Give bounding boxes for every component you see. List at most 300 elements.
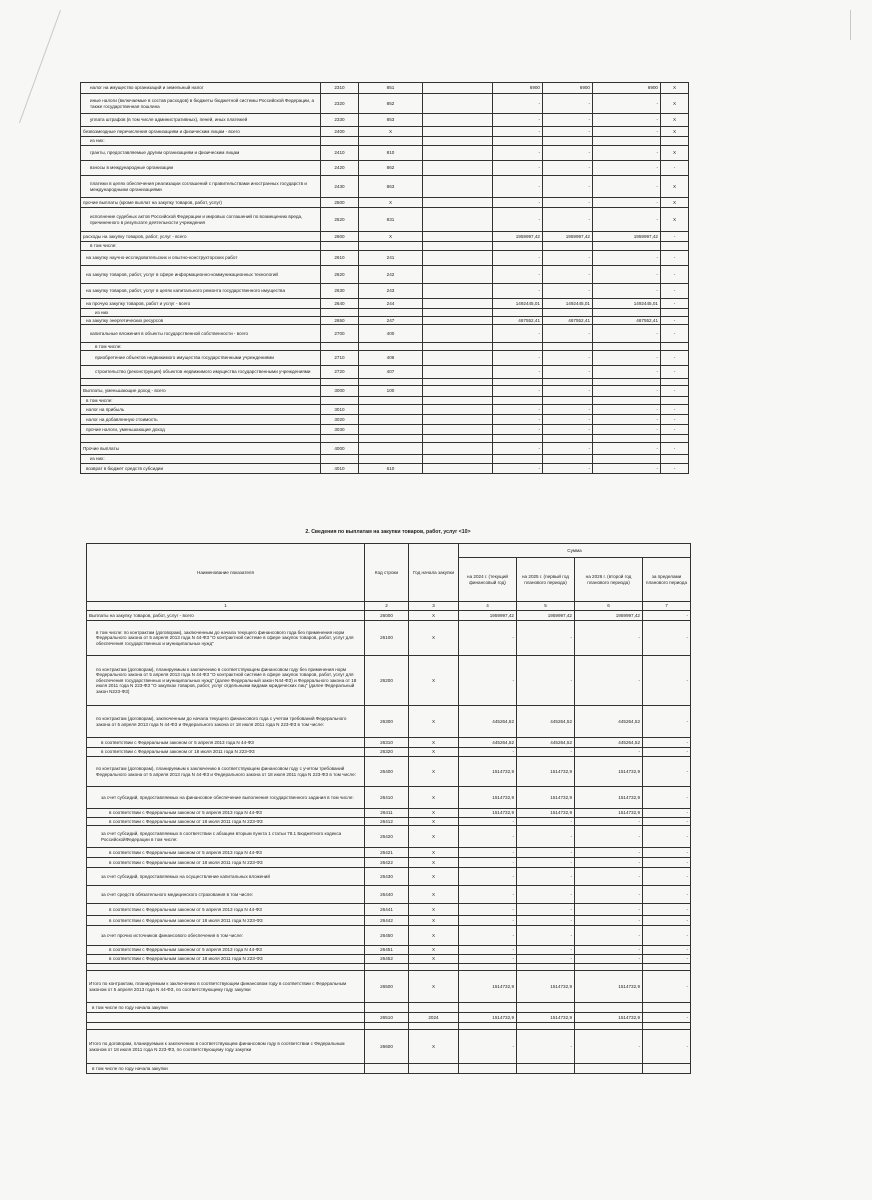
row-value-beyond: -: [661, 366, 689, 379]
row-value-current: [459, 1023, 517, 1030]
table-row: [87, 955, 691, 964]
row-value-plan2: -: [593, 366, 661, 379]
row-value-plan1: 1514732,9: [517, 1013, 575, 1023]
table-row: [87, 787, 691, 809]
row-kbk: X: [359, 198, 423, 208]
row-value-current: [493, 397, 543, 405]
row-value-plan1: [543, 379, 593, 386]
row-year: [423, 443, 493, 455]
row-value-plan2: -: [575, 621, 643, 656]
row-value-plan1: -: [543, 405, 593, 415]
row-value-beyond: -: [661, 284, 689, 299]
row-year: [423, 251, 493, 266]
row-value-plan1: -: [543, 351, 593, 366]
row-value-current: -: [493, 415, 543, 425]
table-row: [81, 464, 689, 474]
row-code: 26452: [365, 955, 409, 964]
row-label: Прочие выплаты: [81, 443, 321, 455]
row-value-current: -: [459, 818, 517, 826]
row-label: прочие выплаты (кроме выплат на закупку товаров, работ, услуг): [81, 198, 321, 208]
row-value-beyond: [661, 137, 689, 146]
row-value-beyond: -: [661, 386, 689, 397]
row-value-plan1: -: [543, 443, 593, 455]
row-value-plan1: -: [543, 161, 593, 176]
payments-table-continued: [80, 82, 689, 474]
row-label: Выплаты, уменьшающие доход - всего: [81, 386, 321, 397]
row-label: в том числе:: [81, 343, 321, 351]
row-value-plan1: -: [543, 198, 593, 208]
row-year: [423, 198, 493, 208]
table-row: [81, 405, 689, 415]
row-label: за счет средств обязательного медицинского страхования в том числе:: [87, 886, 365, 904]
table-row: [81, 114, 689, 127]
table-row: [81, 232, 689, 242]
table-row: [87, 904, 691, 916]
row-code: [365, 1003, 409, 1013]
row-label: капитальные вложения в объекты государственной собственности - всего: [81, 325, 321, 343]
row-value-plan2: 1514732,9: [575, 1013, 643, 1023]
row-year: [423, 299, 493, 309]
table-row: [87, 656, 691, 706]
row-value-current: [493, 455, 543, 464]
row-value-plan2: -: [575, 904, 643, 916]
row-label: по контрактам (договорам), заключенным до начала текущего финансового года с учетом требований Федерального закона от 5 апреля 2013 года N 44-ФЗ и Федерального закона от 18 июля 2011 года N 223-ФЗ в том числе:: [87, 706, 365, 738]
row-value-plan1: [543, 343, 593, 351]
table-row: [87, 1003, 691, 1013]
row-code: 3020: [321, 415, 359, 425]
row-value-current: [493, 242, 543, 251]
row-code: 4000: [321, 443, 359, 455]
row-year: X: [409, 757, 459, 787]
row-value-plan2: [593, 435, 661, 443]
row-value-plan2: -: [593, 198, 661, 208]
row-label: на закупку товаров, работ, услуг в целях капитального ремонта государственного имущества: [81, 284, 321, 299]
row-value-plan2: 6900: [593, 83, 661, 94]
row-value-plan2: 1959997,42: [575, 611, 643, 621]
row-value-plan1: [517, 1064, 575, 1074]
row-label: налог на прибыль: [81, 405, 321, 415]
row-value-beyond: X: [661, 146, 689, 161]
table-row: [81, 83, 689, 94]
row-kbk: 407: [359, 366, 423, 379]
row-value-plan1: [543, 137, 593, 146]
row-kbk: [359, 137, 423, 146]
row-label: на закупку энергетических ресурсов: [81, 317, 321, 325]
row-value-current: -: [493, 94, 543, 114]
colnum: 7: [643, 602, 691, 611]
table-row: [87, 1030, 691, 1064]
row-year: X: [409, 858, 459, 868]
row-label: в соответствии с Федеральным законом от 5 апреля 2013 года N 44-ФЗ: [87, 738, 365, 748]
row-label: Итого по контрактам, планируемым к заключению в соответствующем финансовом году в соответствии с Федеральным законом от 5 апреля 2013 года N 44-ФЗ, по соответствующему году закупки: [87, 971, 365, 1003]
row-value-beyond: -: [643, 656, 691, 706]
row-label: налог на имущество организаций и земельный налог: [81, 83, 321, 94]
row-value-plan1: [517, 1003, 575, 1013]
row-year: [423, 309, 493, 317]
row-value-current: -: [493, 114, 543, 127]
row-value-beyond: [661, 343, 689, 351]
row-year: [423, 397, 493, 405]
row-value-plan2: -: [593, 284, 661, 299]
table-row: [81, 161, 689, 176]
row-label: возврат в бюджет средств субсидии: [81, 464, 321, 474]
row-kbk: 863: [359, 176, 423, 198]
table-row: [87, 826, 691, 848]
row-value-plan1: 1492445,01: [543, 299, 593, 309]
row-value-plan1: -: [517, 1030, 575, 1064]
table-row: [87, 706, 691, 738]
row-value-beyond: [661, 455, 689, 464]
row-value-beyond: -: [661, 405, 689, 415]
row-value-current: 1514732,9: [459, 971, 517, 1003]
row-value-plan1: -: [543, 386, 593, 397]
row-value-beyond: [661, 435, 689, 443]
row-value-plan2: -: [575, 826, 643, 848]
row-kbk: [359, 455, 423, 464]
row-year: X: [409, 809, 459, 818]
row-value-plan2: -: [593, 443, 661, 455]
row-value-current: [459, 1064, 517, 1074]
row-label: [81, 435, 321, 443]
row-value-current: -: [493, 443, 543, 455]
row-value-current: -: [493, 198, 543, 208]
row-label: на прочую закупку товаров, работ и услуг - всего: [81, 299, 321, 309]
colnum: 6: [575, 602, 643, 611]
row-value-beyond: -: [643, 848, 691, 858]
row-year: [423, 94, 493, 114]
row-label: строительство (реконструкция) объектов недвижимого имущества государственными учреждениями: [81, 366, 321, 379]
row-value-plan2: -: [575, 748, 643, 757]
table-row: [81, 386, 689, 397]
row-year: [423, 405, 493, 415]
row-year: [409, 1003, 459, 1013]
row-year: X: [409, 955, 459, 964]
row-code: 26000: [365, 611, 409, 621]
row-year: X: [409, 656, 459, 706]
row-year: X: [409, 926, 459, 946]
row-value-plan2: -: [593, 351, 661, 366]
table-row: [87, 1064, 691, 1074]
table-row: [81, 299, 689, 309]
row-label: в соответствии с Федеральным законом от 18 июля 2011 года N 223-ФЗ: [87, 955, 365, 964]
row-code: 2520: [321, 208, 359, 232]
row-value-plan2: -: [593, 114, 661, 127]
row-value-plan2: 445264,52: [575, 738, 643, 748]
row-value-current: -: [493, 266, 543, 284]
table-row: [81, 397, 689, 405]
row-value-current: -: [493, 351, 543, 366]
row-kbk: 862: [359, 161, 423, 176]
row-value-plan1: [543, 309, 593, 317]
row-label: в том числе: по контрактам (договорам), заключенным до начала текущего финансового года без применения норм Федерального закона от 5 апреля 2013 года N 44-ФЗ "О контрактной системе в сфере закупок товаров, работ, услуг для обеспечения государственных и муниципальных нужд": [87, 621, 365, 656]
row-year: [423, 266, 493, 284]
table-row: [87, 971, 691, 1003]
row-label: Итого по договорам, планируемым к заключению в соответствующем финансовом году в соответствии с Федеральным законом от 18 июля 2011 года N 223-ФЗ, по соответствующему году закупки: [87, 1030, 365, 1064]
row-code: 26450: [365, 926, 409, 946]
table-row: [87, 916, 691, 926]
row-label: [87, 964, 365, 971]
header-col4: на 2024 г. (текущий финансовый год): [459, 558, 517, 602]
row-label: Выплаты на закупку товаров, работ, услуг - всего: [87, 611, 365, 621]
row-year: X: [409, 748, 459, 757]
row-code: 26412: [365, 818, 409, 826]
row-value-beyond: -: [643, 757, 691, 787]
table-row: [87, 748, 691, 757]
table-row: [81, 242, 689, 251]
row-value-current: -: [493, 251, 543, 266]
row-value-plan1: 6900: [543, 83, 593, 94]
row-year: X: [409, 886, 459, 904]
table-row: [81, 198, 689, 208]
table-row: [81, 94, 689, 114]
row-year: [409, 1064, 459, 1074]
table-row: [87, 1013, 691, 1023]
row-label: уплата штрафов (в том числе административных), пеней, иных платежей: [81, 114, 321, 127]
row-year: X: [409, 848, 459, 858]
table-row: [87, 964, 691, 971]
row-year: [423, 386, 493, 397]
row-code: [321, 397, 359, 405]
row-year: [423, 161, 493, 176]
header-col5: на 2025 г. (первый год планового периода): [517, 558, 575, 602]
row-kbk: [359, 343, 423, 351]
row-year: 2024: [409, 1013, 459, 1023]
row-value-plan1: -: [543, 251, 593, 266]
row-year: X: [409, 787, 459, 809]
row-kbk: 831: [359, 208, 423, 232]
row-code: [321, 379, 359, 386]
row-year: X: [409, 826, 459, 848]
row-value-beyond: -: [643, 621, 691, 656]
table-row: [81, 435, 689, 443]
row-value-plan1: 1514732,9: [517, 757, 575, 787]
table-row: [81, 208, 689, 232]
header-sum: Сумма: [459, 544, 691, 558]
row-value-beyond: -: [643, 787, 691, 809]
row-code: 26422: [365, 858, 409, 868]
table-row: [81, 284, 689, 299]
row-label: в соответствии с Федеральным законом от 5 апреля 2013 года N 44-ФЗ: [87, 946, 365, 955]
row-value-plan1: 467552,41: [543, 317, 593, 325]
row-value-beyond: [643, 1023, 691, 1030]
row-kbk: X: [359, 127, 423, 137]
row-code: [321, 309, 359, 317]
row-kbk: [359, 242, 423, 251]
table-row: [81, 443, 689, 455]
row-year: X: [409, 706, 459, 738]
row-value-plan1: -: [517, 748, 575, 757]
row-value-current: -: [493, 176, 543, 198]
row-code: 2630: [321, 284, 359, 299]
row-year: X: [409, 904, 459, 916]
row-kbk: X: [359, 232, 423, 242]
row-kbk: [359, 415, 423, 425]
row-label: налог на добавленную стоимость: [81, 415, 321, 425]
row-value-current: -: [459, 926, 517, 946]
row-value-beyond: X: [661, 94, 689, 114]
row-value-beyond: X: [661, 176, 689, 198]
row-value-current: 467552,41: [493, 317, 543, 325]
row-value-plan2: [593, 309, 661, 317]
row-code: 2700: [321, 325, 359, 343]
row-label: по контрактам (договорам), планируемым к заключению в соответствующем финансовом году с учетом требований Федерального закона от 5 апреля 2013 года N 44-ФЗ и Федерального закона от 18 июля 2011 года N 223-ФЗ в том числе:: [87, 757, 365, 787]
row-value-beyond: -: [661, 317, 689, 325]
row-value-plan1: -: [543, 415, 593, 425]
row-year: [423, 242, 493, 251]
row-value-plan1: -: [517, 656, 575, 706]
colnum: 1: [87, 602, 365, 611]
row-code: 2500: [321, 198, 359, 208]
row-value-plan2: -: [593, 405, 661, 415]
row-kbk: 851: [359, 83, 423, 94]
row-label: иные налоги (включаемые в состав расходов) в бюджеты бюджетной системы Российской Федерации, а также государственная пошлина: [81, 94, 321, 114]
row-value-plan1: -: [543, 464, 593, 474]
row-value-current: -: [493, 325, 543, 343]
row-kbk: 244: [359, 299, 423, 309]
table-row: [81, 425, 689, 435]
row-code: 4010: [321, 464, 359, 474]
row-year: [423, 464, 493, 474]
row-code: 26600: [365, 1030, 409, 1064]
row-year: X: [409, 611, 459, 621]
row-value-plan2: [575, 1023, 643, 1030]
row-label: [87, 1013, 365, 1023]
row-value-beyond: -: [661, 415, 689, 425]
row-value-beyond: -: [643, 611, 691, 621]
row-value-plan1: 445264,52: [517, 706, 575, 738]
row-value-beyond: -: [661, 161, 689, 176]
table-row: [81, 325, 689, 343]
row-code: 26411: [365, 809, 409, 818]
row-value-beyond: -: [643, 946, 691, 955]
row-value-beyond: -: [661, 251, 689, 266]
row-code: 2400: [321, 127, 359, 137]
row-code: 26421: [365, 848, 409, 858]
row-value-plan2: -: [575, 868, 643, 886]
row-value-plan2: -: [575, 946, 643, 955]
row-value-beyond: -: [661, 351, 689, 366]
header-code: Код строки: [365, 544, 409, 602]
row-value-current: 445264,52: [459, 706, 517, 738]
row-code: [321, 343, 359, 351]
row-value-current: -: [459, 1030, 517, 1064]
row-value-plan1: -: [517, 818, 575, 826]
row-value-beyond: -: [643, 818, 691, 826]
row-year: [423, 208, 493, 232]
row-code: 2620: [321, 266, 359, 284]
row-code: [365, 1064, 409, 1074]
row-value-plan2: -: [593, 161, 661, 176]
row-year: [423, 284, 493, 299]
row-value-plan2: -: [593, 146, 661, 161]
table-row: [81, 415, 689, 425]
row-label: по контрактам (договорам), планируемым к заключению в соответствующем финансовом году без применения норм Федерального закона от 5 апреля 2013 года N 44-ФЗ "О контрактной системе в сфере закупок товаров, работ, услуг для обеспечения государственных и муниципальных нужд" (далее Федеральный закон N44-ФЗ) и Федерального закона от 18 июля 2011 года N 223-ФЗ "О закупках товаров, работ, услуг отдельными видами юридических лиц" (далее Федеральный закон N223-ФЗ): [87, 656, 365, 706]
row-value-plan2: -: [575, 858, 643, 868]
row-code: 26420: [365, 826, 409, 848]
row-label: расходы на закупку товаров, работ, услуг - всего: [81, 232, 321, 242]
row-value-plan2: 1492445,01: [593, 299, 661, 309]
row-value-plan1: -: [543, 284, 593, 299]
row-value-current: 1959997,42: [493, 232, 543, 242]
row-value-beyond: [661, 309, 689, 317]
row-value-plan1: 1959997,42: [517, 611, 575, 621]
row-value-beyond: -: [643, 868, 691, 886]
row-value-plan2: [593, 397, 661, 405]
table-row: [87, 611, 691, 621]
row-value-plan2: 1514732,9: [575, 809, 643, 818]
row-code: 3000: [321, 386, 359, 397]
row-kbk: 247: [359, 317, 423, 325]
row-code: 26410: [365, 787, 409, 809]
colnum: 3: [409, 602, 459, 611]
row-value-plan2: [575, 1064, 643, 1074]
row-value-plan1: -: [543, 208, 593, 232]
table-row: [87, 858, 691, 868]
row-year: [423, 114, 493, 127]
row-value-plan2: [593, 379, 661, 386]
row-code: 26442: [365, 916, 409, 926]
row-kbk: [359, 397, 423, 405]
row-value-plan2: -: [575, 818, 643, 826]
row-code: [365, 1023, 409, 1030]
row-value-plan2: 1959997,42: [593, 232, 661, 242]
row-value-beyond: -: [643, 748, 691, 757]
row-code: 26451: [365, 946, 409, 955]
row-value-plan1: -: [543, 366, 593, 379]
row-code: 26440: [365, 886, 409, 904]
row-code: [365, 964, 409, 971]
row-value-current: 445264,52: [459, 738, 517, 748]
row-year: [423, 176, 493, 198]
row-value-current: -: [459, 904, 517, 916]
row-label: в соответствии с Федеральным законом от 18 июля 2011 года N 223-ФЗ: [87, 818, 365, 826]
row-value-current: -: [459, 886, 517, 904]
row-year: [423, 325, 493, 343]
row-code: 2610: [321, 251, 359, 266]
row-value-plan1: [543, 397, 593, 405]
row-value-plan1: -: [543, 266, 593, 284]
table-row: [81, 351, 689, 366]
row-value-plan1: -: [543, 94, 593, 114]
table-row: [87, 1023, 691, 1030]
row-value-beyond: X: [661, 83, 689, 94]
row-value-current: [493, 435, 543, 443]
row-year: X: [409, 971, 459, 1003]
row-value-plan2: -: [593, 425, 661, 435]
row-label: прочие налоги, уменьшающие доход: [81, 425, 321, 435]
row-code: 26300: [365, 706, 409, 738]
row-label: приобретение объектов недвижимого имущества государственными учреждениями: [81, 351, 321, 366]
row-value-plan2: -: [593, 176, 661, 198]
row-label: взносы в международные организации: [81, 161, 321, 176]
row-code: 26310: [365, 738, 409, 748]
row-code: 26510: [365, 1013, 409, 1023]
row-code: [321, 455, 359, 464]
row-value-plan1: -: [517, 621, 575, 656]
row-label: в том числе:: [81, 242, 321, 251]
table-row: [81, 455, 689, 464]
row-value-plan2: 1514732,9: [575, 757, 643, 787]
row-value-beyond: -: [643, 886, 691, 904]
colnum: 4: [459, 602, 517, 611]
row-value-current: -: [459, 826, 517, 848]
row-value-plan2: -: [593, 251, 661, 266]
row-value-beyond: -: [643, 1013, 691, 1023]
row-value-plan1: -: [517, 904, 575, 916]
row-value-beyond: -: [643, 706, 691, 738]
header-col7: за пределами планового периода: [643, 558, 691, 602]
row-value-plan1: -: [543, 114, 593, 127]
